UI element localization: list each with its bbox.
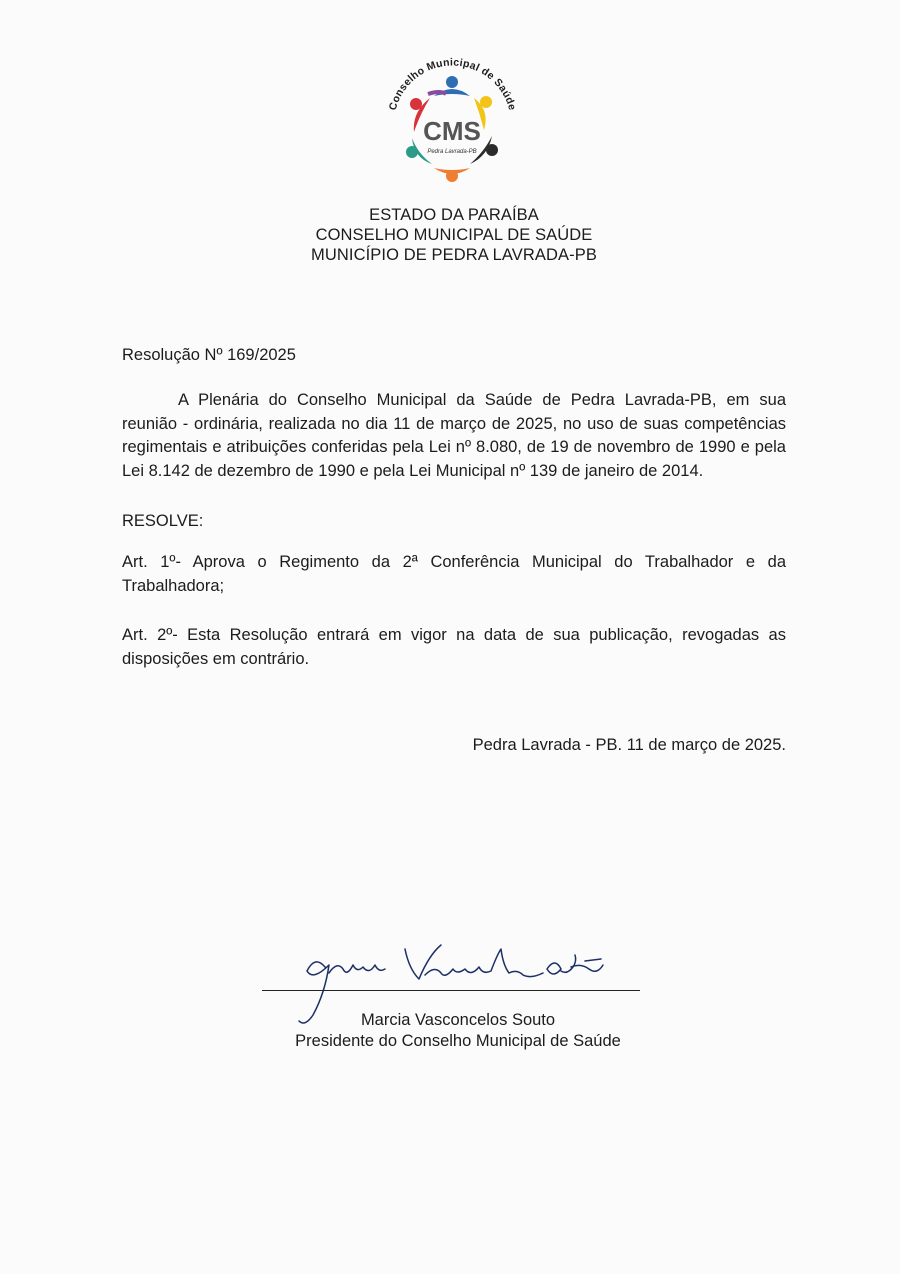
resolve-heading: RESOLVE: — [122, 512, 204, 530]
header-state: ESTADO DA PARAÍBA — [369, 206, 539, 224]
document-header — [0, 205, 900, 265]
preamble-paragraph: A Plenária do Conselho Municipal da Saúde de Pedra Lavrada-PB, em sua reunião - ordinária, realizada no dia 11 de março de 2025, no uso de suas competências regimentais e atribuições conferidas pela Lei nº 8.080, de 19 de novembro de 1990 e pela Lei 8.142 de dezembro de 1990 e pela Lei Municipal nº 139 de janeiro de 2014. — [122, 391, 786, 480]
cms-logo — [380, 52, 525, 192]
signer-block — [0, 1010, 900, 1052]
signer-name: Marcia Vasconcelos Souto — [360, 1011, 556, 1029]
article-1: Art. 1º- Aprova o Regimento da 2ª Conferência Municipal do Trabalhador e da Trabalhadora; — [122, 553, 786, 595]
resolution-number: Resolução Nº 169/2025 — [122, 346, 296, 364]
logo-acronym: CMS — [423, 116, 481, 146]
signer-role: Presidente do Conselho Municipal de Saúde — [295, 1032, 621, 1050]
header-municipality: MUNICÍPIO DE PEDRA LAVRADA-PB — [311, 246, 597, 264]
logo-arc-text: Conselho Municipal de Saúde — [386, 56, 519, 112]
header-council: CONSELHO MUNICIPAL DE SAÚDE — [315, 226, 593, 244]
logo-subtitle: Pedra Lavrada-PB — [427, 149, 477, 155]
article-2: Art. 2º- Esta Resolução entrará em vigor na data de sua publicação, revogadas as disposições em contrário. — [122, 626, 786, 668]
place-and-date: Pedra Lavrada - PB. 11 de março de 2025. — [472, 736, 786, 754]
signature-line — [262, 990, 640, 991]
